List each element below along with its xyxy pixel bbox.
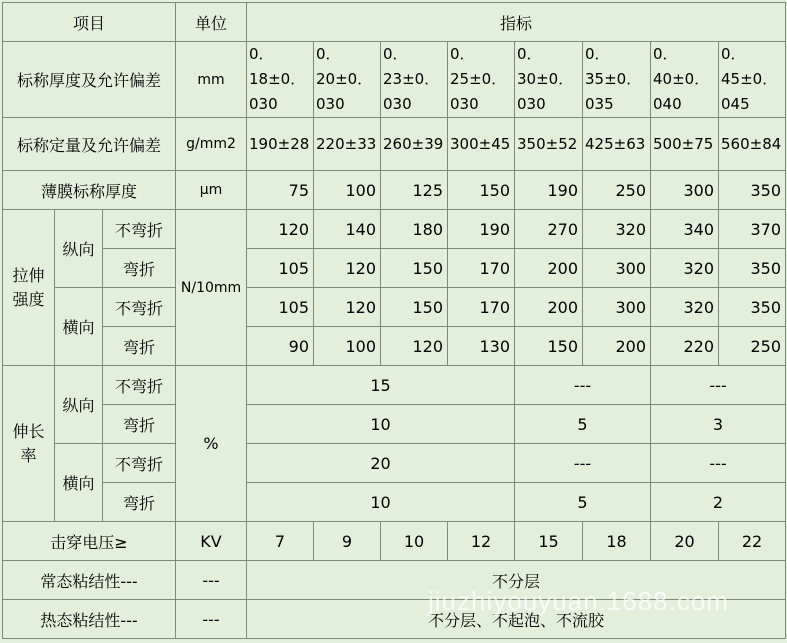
elongation-value: 10 — [247, 483, 515, 522]
tensile-value: 120 — [247, 210, 314, 249]
thickness-value: 0．23±0．030 — [381, 42, 448, 118]
film-value: 125 — [381, 171, 448, 210]
normal-adhesion-unit: --- — [176, 561, 247, 600]
tensile-value: 120 — [314, 249, 381, 288]
breakdown-value: 12 — [448, 522, 515, 561]
tensile-value: 105 — [247, 249, 314, 288]
elongation-unit: % — [176, 366, 247, 522]
tensile-value: 320 — [651, 249, 719, 288]
elongation-no-bend-label: 不弯折 — [103, 444, 176, 483]
breakdown-row — [3, 522, 786, 561]
elongation-bend-label: 弯折 — [103, 405, 176, 444]
thickness-value: 0．30±0．030 — [515, 42, 583, 118]
elongation-value: --- — [515, 444, 651, 483]
thickness-unit: mm — [176, 42, 247, 118]
elongation-row — [3, 483, 786, 522]
elongation-value: --- — [651, 366, 786, 405]
breakdown-value: 22 — [719, 522, 786, 561]
thickness-value: 0．18±0．030 — [247, 42, 314, 118]
tensile-value: 130 — [448, 327, 515, 366]
breakdown-value: 9 — [314, 522, 381, 561]
tensile-row — [3, 249, 786, 288]
thickness-value: 0．25±0．030 — [448, 42, 515, 118]
weight-value: 425±63 — [583, 118, 651, 171]
tensile-value: 150 — [381, 288, 448, 327]
tensile-value: 320 — [583, 210, 651, 249]
film-value: 100 — [314, 171, 381, 210]
tensile-value: 140 — [314, 210, 381, 249]
weight-unit: g/mm2 — [176, 118, 247, 171]
film-value: 300 — [651, 171, 719, 210]
tensile-value: 120 — [314, 288, 381, 327]
thickness-value: 0．45±0．045 — [719, 42, 786, 118]
hot-adhesion-row — [3, 600, 786, 639]
thickness-value: 0．40±0．040 — [651, 42, 719, 118]
tensile-value: 370 — [719, 210, 786, 249]
elongation-row — [3, 444, 786, 483]
weight-label: 标称定量及允许偏差 — [3, 118, 176, 171]
elongation-value: 5 — [515, 483, 651, 522]
tensile-label: 拉伸强度 — [3, 210, 55, 366]
tensile-value: 180 — [381, 210, 448, 249]
tensile-value: 300 — [583, 288, 651, 327]
tensile-value: 170 — [448, 249, 515, 288]
elongation-value: --- — [515, 366, 651, 405]
weight-value: 190±28 — [247, 118, 314, 171]
breakdown-value: 20 — [651, 522, 719, 561]
hot-adhesion-label: 热态粘结性--- — [3, 600, 176, 639]
film-unit: μm — [176, 171, 247, 210]
tensile-value: 220 — [651, 327, 719, 366]
film-value: 75 — [247, 171, 314, 210]
breakdown-value: 18 — [583, 522, 651, 561]
tensile-unit: N/10mm — [176, 210, 247, 366]
thickness-label: 标称厚度及允许偏差 — [3, 42, 176, 118]
tensile-value: 200 — [583, 327, 651, 366]
tensile-transverse-label: 横向 — [55, 288, 103, 366]
header-row — [3, 3, 786, 42]
tensile-bend-label: 弯折 — [103, 249, 176, 288]
tensile-value: 170 — [448, 288, 515, 327]
normal-adhesion-value: 不分层 — [247, 561, 786, 600]
tensile-value: 90 — [247, 327, 314, 366]
elongation-no-bend-label: 不弯折 — [103, 366, 176, 405]
breakdown-value: 15 — [515, 522, 583, 561]
header-item: 项目 — [3, 3, 176, 42]
tensile-value: 120 — [381, 327, 448, 366]
elongation-value: --- — [651, 444, 786, 483]
tensile-bend-label: 弯折 — [103, 327, 176, 366]
film-value: 150 — [448, 171, 515, 210]
tensile-value: 100 — [314, 327, 381, 366]
elongation-value: 2 — [651, 483, 786, 522]
elongation-value: 20 — [247, 444, 515, 483]
header-spec: 指标 — [247, 3, 786, 42]
tensile-no-bend-label: 不弯折 — [103, 210, 176, 249]
tensile-no-bend-label: 不弯折 — [103, 288, 176, 327]
normal-adhesion-label: 常态粘结性--- — [3, 561, 176, 600]
weight-value: 560±84 — [719, 118, 786, 171]
tensile-row — [3, 327, 786, 366]
tensile-value: 300 — [583, 249, 651, 288]
tensile-value: 350 — [719, 249, 786, 288]
film-value: 250 — [583, 171, 651, 210]
tensile-value: 350 — [719, 288, 786, 327]
tensile-value: 105 — [247, 288, 314, 327]
breakdown-value: 10 — [381, 522, 448, 561]
thickness-value: 0．35±0．035 — [583, 42, 651, 118]
weight-value: 500±75 — [651, 118, 719, 171]
film-row — [3, 171, 786, 210]
tensile-value: 270 — [515, 210, 583, 249]
tensile-value: 190 — [448, 210, 515, 249]
hot-adhesion-value: 不分层、不起泡、不流胶 — [247, 600, 786, 639]
elongation-row — [3, 366, 786, 405]
elongation-value: 3 — [651, 405, 786, 444]
thickness-row — [3, 42, 786, 118]
film-value: 190 — [515, 171, 583, 210]
breakdown-value: 7 — [247, 522, 314, 561]
weight-value: 260±39 — [381, 118, 448, 171]
watermark: jiuzhiyouyuan.1688.com — [428, 586, 729, 616]
elongation-bend-label: 弯折 — [103, 483, 176, 522]
tensile-value: 340 — [651, 210, 719, 249]
film-label: 薄膜标称厚度 — [3, 171, 176, 210]
weight-value: 220±33 — [314, 118, 381, 171]
weight-value: 300±45 — [448, 118, 515, 171]
breakdown-label: 击穿电压≥ — [3, 522, 176, 561]
breakdown-unit: KV — [176, 522, 247, 561]
elongation-value: 15 — [247, 366, 515, 405]
tensile-value: 150 — [381, 249, 448, 288]
film-value: 350 — [719, 171, 786, 210]
tensile-value: 200 — [515, 249, 583, 288]
elongation-value: 10 — [247, 405, 515, 444]
elongation-longitudinal-label: 纵向 — [55, 366, 103, 444]
elongation-value: 5 — [515, 405, 651, 444]
tensile-longitudinal-label: 纵向 — [55, 210, 103, 288]
hot-adhesion-unit: --- — [176, 600, 247, 639]
header-unit: 单位 — [176, 3, 247, 42]
normal-adhesion-row — [3, 561, 786, 600]
spec-table — [2, 2, 786, 639]
elongation-label: 伸长率 — [3, 366, 55, 522]
weight-row — [3, 118, 786, 171]
elongation-row — [3, 405, 786, 444]
tensile-row — [3, 210, 786, 249]
thickness-value: 0．20±0．030 — [314, 42, 381, 118]
tensile-value: 200 — [515, 288, 583, 327]
tensile-row — [3, 288, 786, 327]
tensile-value: 250 — [719, 327, 786, 366]
tensile-value: 150 — [515, 327, 583, 366]
elongation-transverse-label: 横向 — [55, 444, 103, 522]
weight-value: 350±52 — [515, 118, 583, 171]
tensile-value: 320 — [651, 288, 719, 327]
